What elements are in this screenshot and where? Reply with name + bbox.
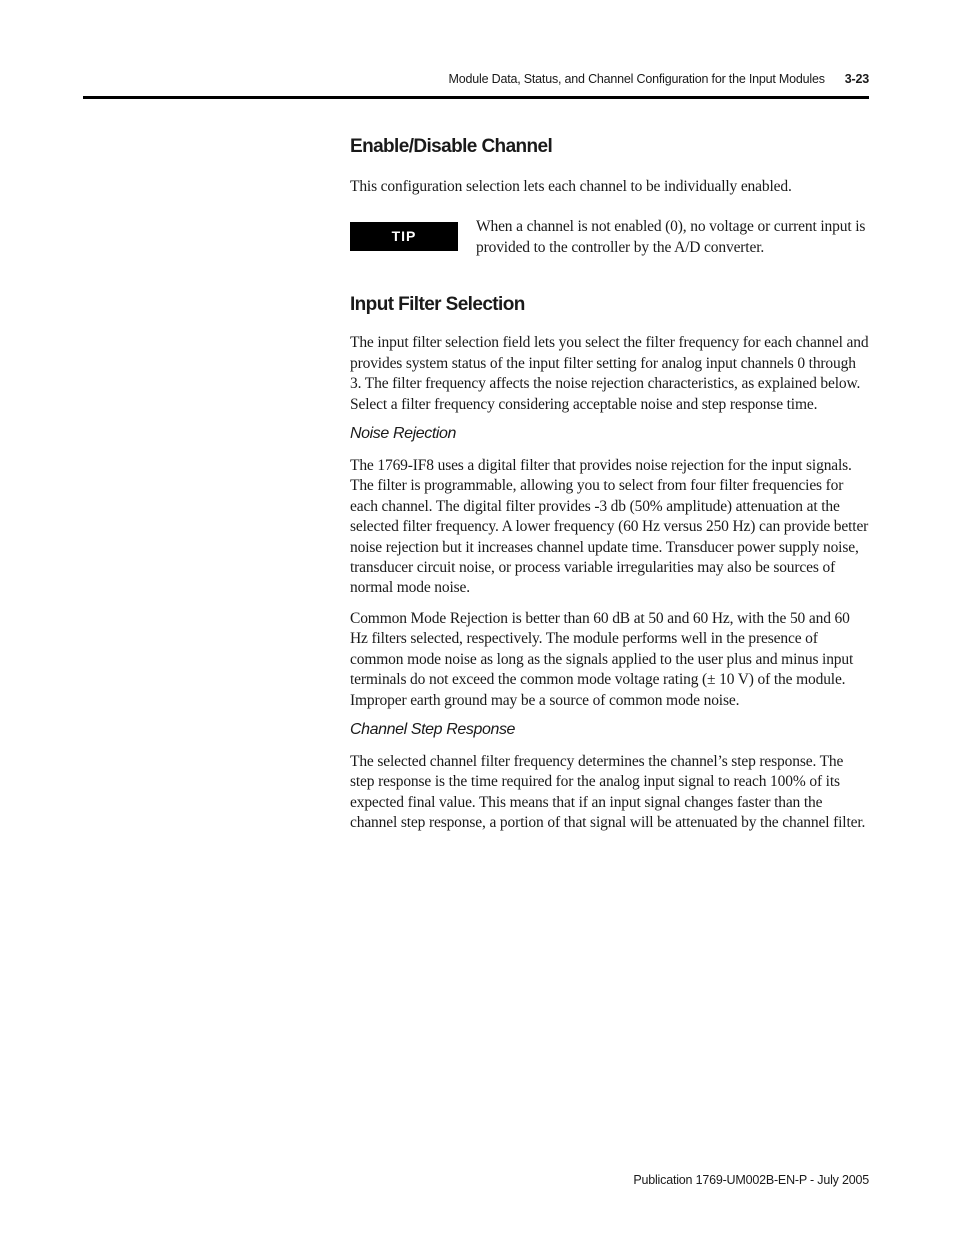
- heading-enable-disable-channel: Enable/Disable Channel: [350, 136, 553, 157]
- step-paragraph: The selected channel filter frequency determines the channel’s step response. The step response is the time required for the analog input signal to reach 100% of its expected final value. This means that if an input signal changes faster than the channel step response, a portion of that signal will be attenuated by the channel filter.: [350, 752, 866, 832]
- publication-footer: Publication 1769-UM002B-EN-P - July 2005: [633, 1173, 869, 1187]
- enable-paragraph: This configuration selection lets each channel to be individually enabled.: [350, 178, 792, 195]
- header-title: Module Data, Status, and Channel Configuration for the Input Modules: [448, 72, 825, 86]
- page-number: 3-23: [844, 72, 869, 86]
- tip-box: [350, 217, 870, 261]
- header-rule: [83, 96, 869, 99]
- heading-input-filter-selection: Input Filter Selection: [350, 294, 525, 316]
- noise-paragraph-1: The 1769-IF8 uses a digital filter that provides noise rejection for the input signals. The filter is programmable, allowing you to select from four filter frequencies for each channel. The digital filter provides -3 db (50% amplitude) attenuation at the selected filter frequency. A lower frequency (60 Hz versus 250 Hz) can provide better noise rejection but it increases channel update time. Transducer power supply noise, transducer circuit noise, or process variable irregularities may also be sources of normal mode noise.: [350, 457, 869, 597]
- subheading-noise-rejection: Noise Rejection: [350, 425, 457, 443]
- tip-badge: TIP: [350, 222, 458, 251]
- filter-paragraph: The input filter selection field lets you select the filter frequency for each channel and provides system status of the input filter setting for analog input channels 0 through 3. The filter frequency affects the noise rejection characteristics, as explained below. Select a filter frequency considering acceptable noise and step response time.: [350, 334, 869, 413]
- subheading-channel-step-response: Channel Step Response: [350, 720, 516, 738]
- page-content: [350, 134, 870, 834]
- running-header: [0, 72, 869, 86]
- noise-paragraph-2: Common Mode Rejection is better than 60 dB at 50 and 60 Hz, with the 50 and 60 Hz filters selected, respectively. The module performs well in the presence of common mode noise as long as the signals applied to the user plus and minus input terminals do not exceed the common mode voltage rating (± 10 V) of the module. Improper earth ground may be a source of common mode noise.: [350, 609, 854, 709]
- tip-text: When a channel is not enabled (0), no voltage or current input is provided to the controller by the A/D converter.: [476, 218, 866, 256]
